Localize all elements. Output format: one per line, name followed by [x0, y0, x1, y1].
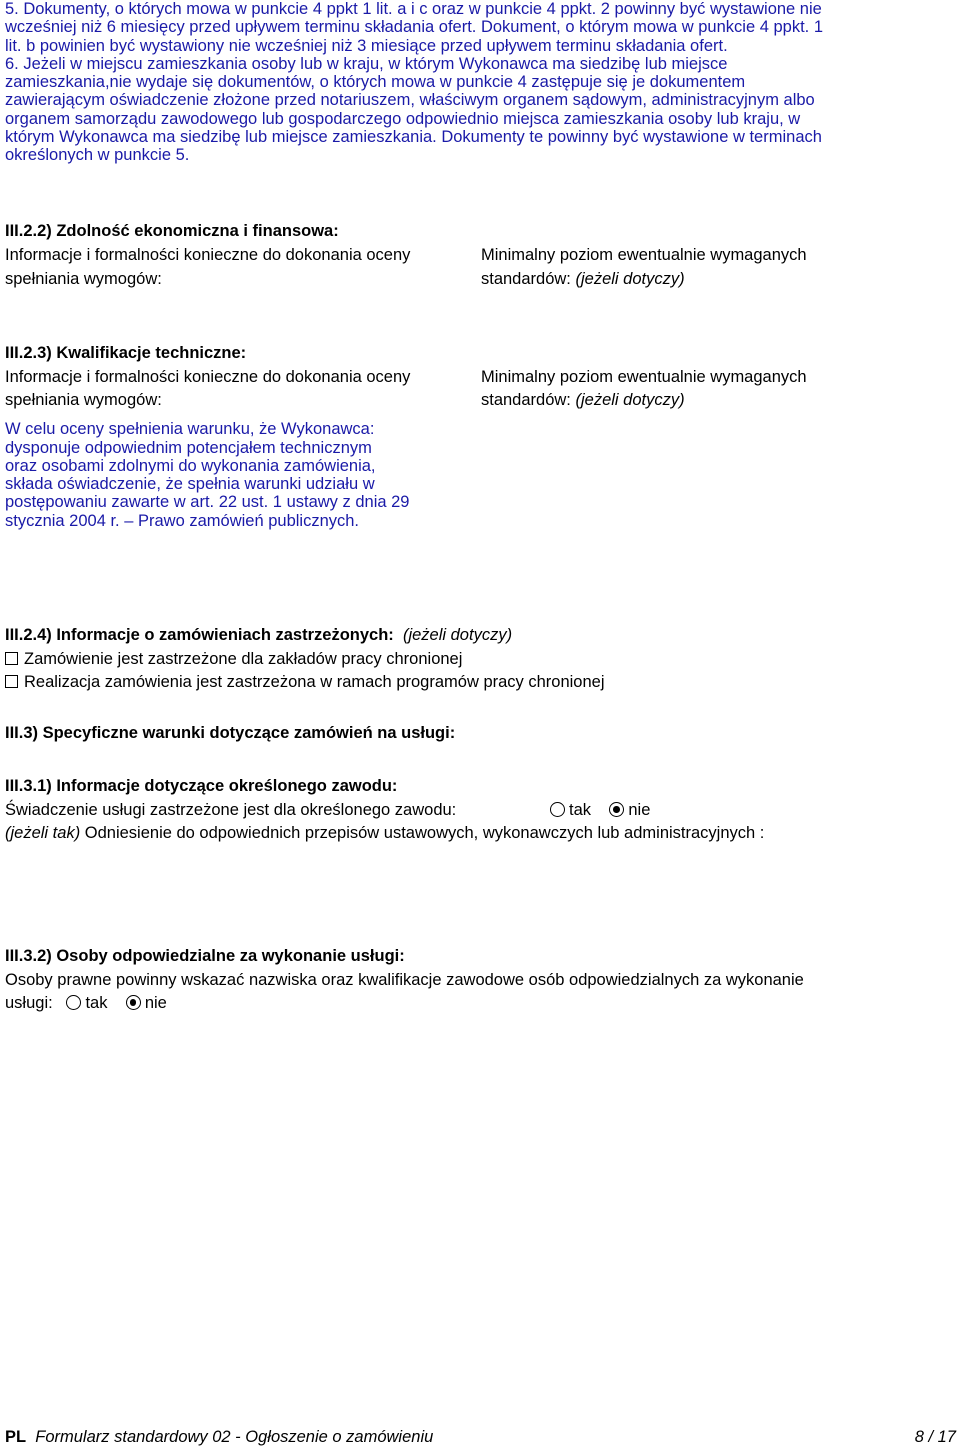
option-label: Zamówienie jest zastrzeżone dla zakładów pracy chronionej [24, 650, 463, 668]
staff-radio-group [5, 994, 167, 1013]
checkbox-icon[interactable] [5, 652, 18, 665]
section-heading-staff: III.3.2) Osoby odpowiedzialne za wykonanie usługi: [5, 947, 405, 965]
radio-yes-label[interactable]: tak [569, 801, 592, 819]
intro-line: lit. b powinien być wystawiony nie wcześniej niż 3 miesiące przed upływem terminu składania ofert. [5, 37, 728, 55]
staff-question: Osoby prawne powinny wskazać nazwiska oraz kwalifikacje zawodowe osób odpowiedzialnych za wykonanie [5, 971, 804, 989]
if-yes-note: (jeżeli tak) [5, 824, 81, 842]
option-label: Realizacja zamówienia jest zastrzeżona w ramach programów pracy chronionej [24, 673, 605, 691]
question-text: Świadczenie usługi zastrzeżone jest dla określonego zawodu: [5, 801, 457, 819]
intro-line: 5. Dokumenty, o których mowa w punkcie 4 ppkt 1 lit. a i c oraz w punkcie 4 ppkt. 2 powinny być wystawione nie [5, 0, 822, 18]
section-heading-services: III.3) Specyficzne warunki dotyczące zamówień na usługi: [5, 724, 456, 742]
intro-line: 6. Jeżeli w miejscu zamieszkania osoby lub w kraju, w którym Wykonawca ma siedzibę lub miejsce [5, 55, 728, 73]
minimum-level-label [481, 391, 685, 410]
section-heading-profession: III.3.1) Informacje dotyczące określonego zawodu: [5, 777, 398, 795]
radio-yes-label[interactable]: tak [85, 994, 108, 1012]
minimum-level-label: Minimalny poziom ewentualnie wymaganych [481, 246, 807, 264]
profession-reference-note [5, 824, 764, 843]
if-applicable-note: (jeżeli dotyczy) [575, 270, 685, 288]
standards-text: standardów: [481, 391, 576, 409]
body-line: dysponuje odpowiednim potencjałem technicznym [5, 439, 372, 457]
radio-no-icon[interactable] [126, 995, 141, 1010]
heading-text: III.2.4) Informacje o zamówieniach zastrzeżonych: [5, 626, 394, 644]
requirements-label: Informacje i formalności konieczne do dokonania oceny [5, 246, 411, 264]
radio-no-icon[interactable] [609, 802, 624, 817]
reserved-option-programmes[interactable] [5, 673, 605, 692]
section-heading-technical: III.2.3) Kwalifikacje techniczne: [5, 344, 247, 362]
intro-line: wcześniej niż 6 miesięcy przed upływem terminu składania ofert. Dokument, o którym mowa w punkcie 4 ppkt. 1 [5, 18, 824, 36]
reserved-option-sheltered[interactable] [5, 650, 462, 669]
radio-yes-icon[interactable] [66, 995, 81, 1010]
body-line: postępowaniu zawarte w art. 22 ust. 1 ustawy z dnia 29 [5, 493, 410, 511]
if-applicable-note: (jeżeli dotyczy) [402, 626, 513, 644]
reference-text: Odniesienie do odpowiednich przepisów ustawowych, wykonawczych lub administracyjnych : [80, 824, 765, 842]
footer-page-number: 8 / 17 [914, 1428, 956, 1446]
profession-radio-group [550, 801, 650, 820]
intro-line: którym Wykonawca ma siedzibę lub miejsce zamieszkania. Dokumenty te powinny być wystawione w terminach [5, 128, 822, 146]
profession-question [5, 801, 456, 820]
minimum-level-label [481, 270, 685, 289]
checkbox-icon[interactable] [5, 675, 18, 688]
requirements-label: spełniania wymogów: [5, 270, 162, 288]
body-line: stycznia 2004 r. – Prawo zamówień publicznych. [5, 512, 360, 530]
footer-form-name: Formularz standardowy 02 - Ogłoszenie o zamówieniu [35, 1428, 434, 1446]
radio-yes-icon[interactable] [550, 802, 565, 817]
radio-no-label[interactable]: nie [628, 801, 651, 819]
body-line: oraz osobami zdolnymi do wykonania zamówienia, [5, 457, 376, 475]
body-line: W celu oceny spełnienia warunku, że Wykonawca: [5, 420, 375, 438]
footer-lang: PL [5, 1428, 27, 1446]
intro-line: określonych w punkcie 5. [5, 146, 190, 164]
intro-line: organem samorządu zawodowego lub gospodarczego odpowiednio miejsca zamieszkania osoby lub kraju, w [5, 110, 801, 128]
if-applicable-note: (jeżeli dotyczy) [575, 391, 685, 409]
section-heading-reserved [5, 626, 512, 645]
intro-line: zamieszkania,nie wydaje się dokumentów, o których mowa w punkcie 4 zastępuje się je dokumentem [5, 73, 746, 91]
minimum-level-label: Minimalny poziom ewentualnie wymaganych [481, 368, 807, 386]
standards-text: standardów: [481, 270, 576, 288]
question-text: usługi: [5, 994, 53, 1012]
footer [5, 1428, 433, 1447]
requirements-label: spełniania wymogów: [5, 391, 162, 409]
radio-no-label[interactable]: nie [144, 994, 167, 1012]
requirements-label: Informacje i formalności konieczne do dokonania oceny [5, 368, 411, 386]
section-heading-economic: III.2.2) Zdolność ekonomiczna i finansowa: [5, 222, 339, 240]
intro-line: zawierającym oświadczenie złożone przed notariuszem, właściwym organem sądowym, administracyjnym albo [5, 91, 815, 109]
body-line: składa oświadczenie, że spełnia warunki udziału w [5, 475, 375, 493]
